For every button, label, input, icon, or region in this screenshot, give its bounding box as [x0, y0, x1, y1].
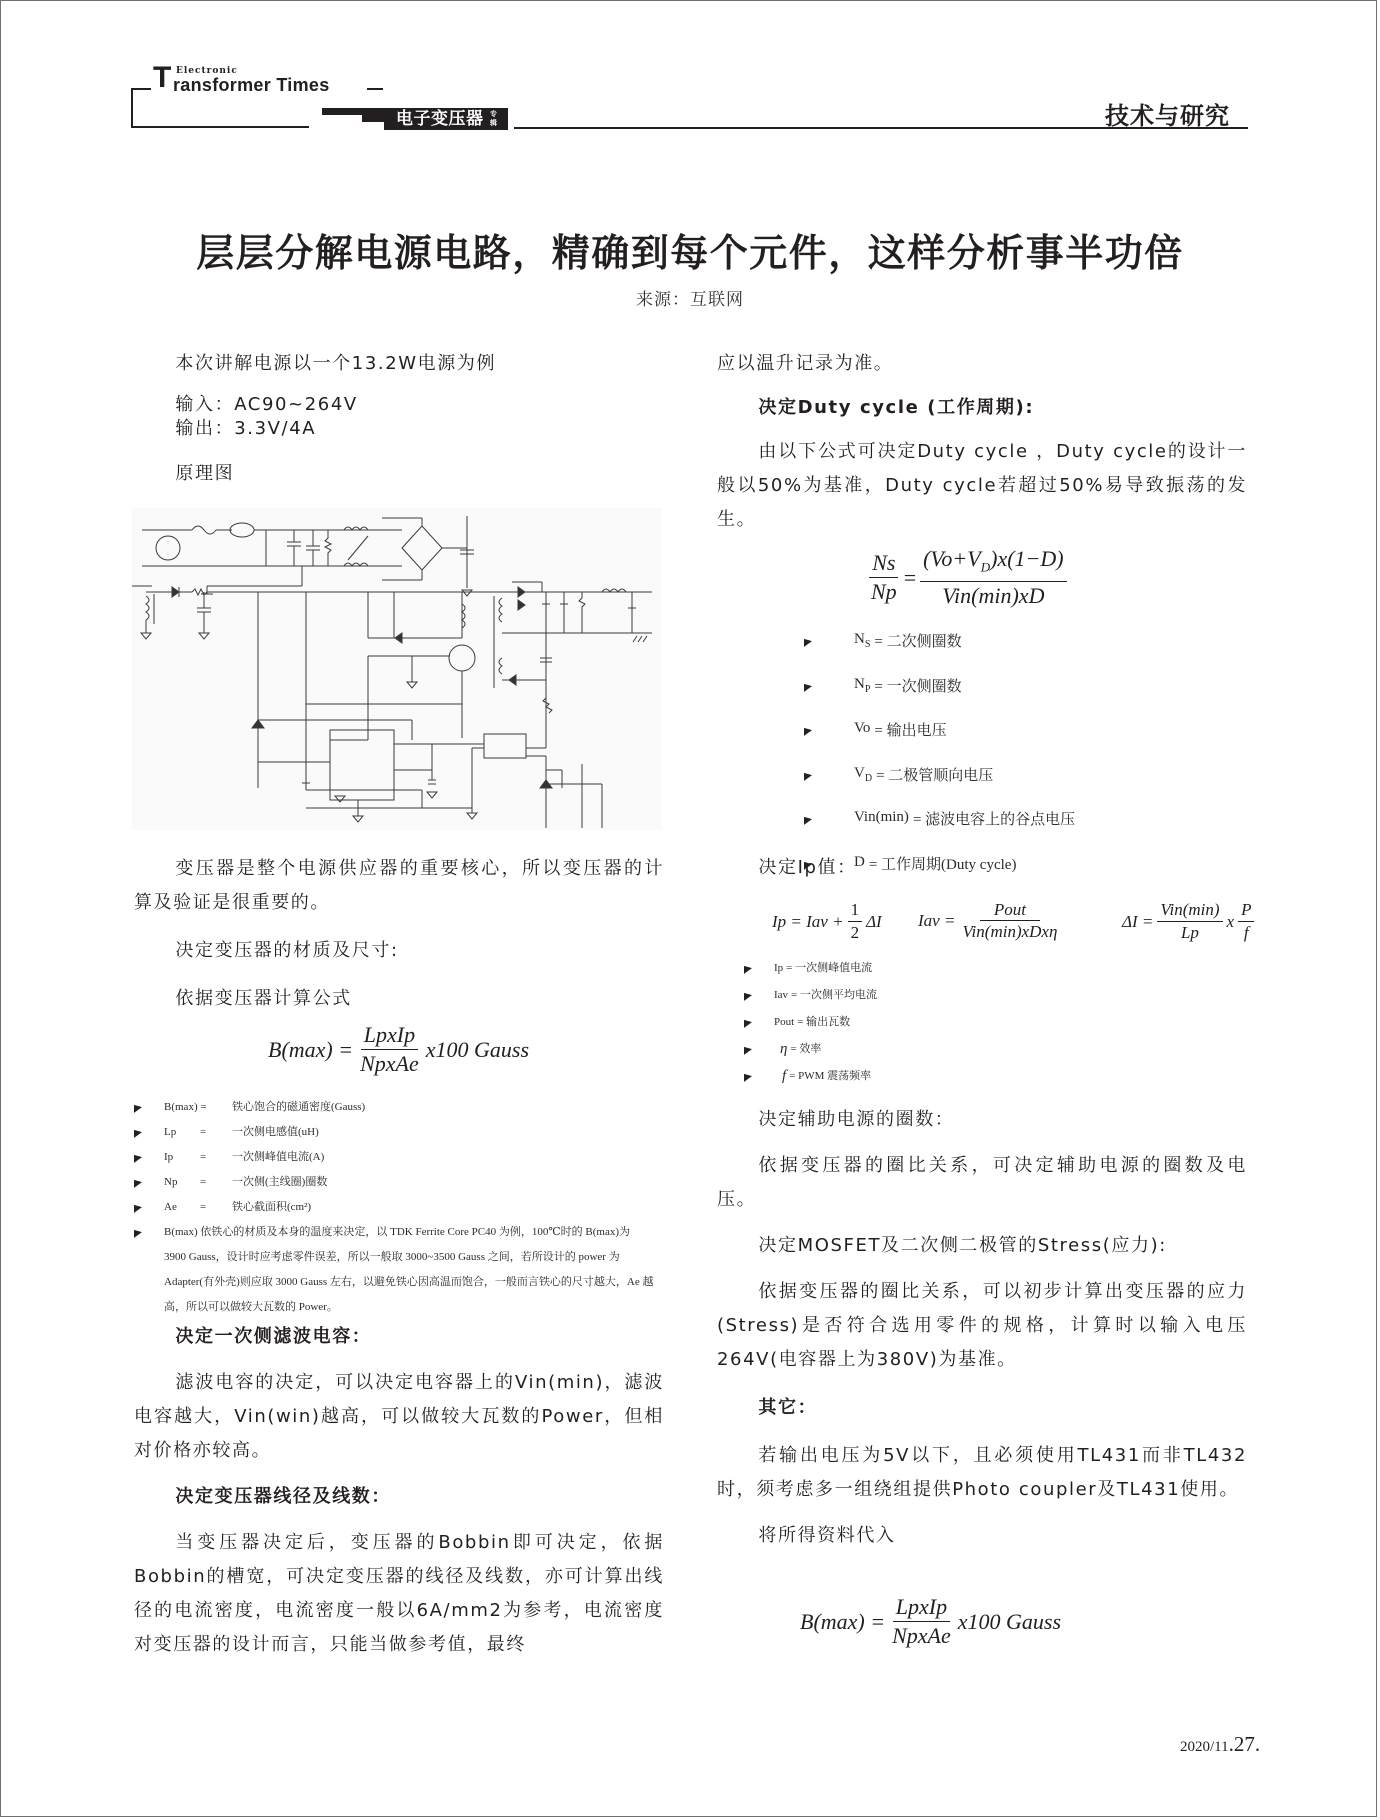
definition-item [804, 709, 1224, 754]
formula-denominator: Vin(min)xDxη [962, 922, 1058, 941]
formula-fraction [920, 546, 1067, 609]
formula-bmax-substituted [800, 1594, 1061, 1649]
definition-equals: = [200, 1151, 207, 1163]
definition-text: 一次侧电感值(uH) [232, 1126, 319, 1138]
formula-denominator: 2 [850, 923, 860, 942]
paragraph-core: 变压器是整个电源供应器的重要核心，所以变压器的计算及验证是很重要的。 [134, 858, 664, 913]
logo-rule [131, 126, 309, 128]
definition-item [134, 1195, 664, 1220]
formula-iav [918, 900, 1064, 942]
paragraph-other: 若输出电压为5V以下，且必须使用TL431而非TL432时，须考虑多一组绕组提供Photo coupler及TL431使用。 [717, 1445, 1247, 1500]
definition-equals: = [200, 1201, 207, 1213]
definition-item [744, 982, 1164, 1009]
formula-fraction [848, 900, 863, 943]
definition-text: = 输出电压 [874, 723, 947, 739]
formula-denominator: Lp [1180, 923, 1199, 942]
arrow-bullet-icon [134, 1103, 142, 1113]
arrow-bullet-icon [804, 771, 812, 781]
formula-subscript: D [980, 559, 991, 575]
formula-denominator: Np [871, 579, 897, 605]
definition-text: 铁心截面积(cm²) [232, 1201, 312, 1213]
definition-symbol [854, 665, 870, 710]
symbol-main: D [854, 853, 865, 870]
arrow-bullet-icon [744, 1072, 752, 1082]
formula-tail: x100 Gauss [425, 1036, 530, 1062]
formula-lhs: Iav = [918, 911, 956, 930]
left-column-bottom [134, 1320, 664, 1662]
symbol-subscript: D [864, 772, 873, 784]
heading-filter-capacitor: 决定一次侧滤波电容： [175, 1326, 372, 1347]
definition-text: 一次侧峰值电流(A) [232, 1151, 325, 1163]
logo-rule [367, 88, 383, 90]
formula-times: x [1226, 911, 1235, 931]
formula-denominator: NpxAe [892, 1623, 951, 1648]
symbol-main: V [854, 764, 865, 781]
paragraph-filter-capacitor: 滤波电容的决定，可以决定电容器上的Vin(min)，滤波电容越大，Vin(win)越高，可以做较大瓦数的Power，但相对价格亦较高。 [134, 1372, 664, 1461]
spec-output: 输出：3.3V/4A [175, 418, 317, 439]
formula-numerator: Pout [980, 900, 1040, 921]
definition-item [744, 1009, 1164, 1036]
definition-symbol [854, 754, 872, 799]
logo-initial: T [153, 61, 172, 94]
definition-text: = 二次侧圈数 [874, 634, 962, 650]
definition-text: = 输出瓦数 [797, 1016, 851, 1028]
logo-special-edition: 专辑 [490, 110, 497, 127]
formula-fraction [1157, 900, 1222, 943]
definition-symbol: Ae [164, 1201, 177, 1213]
formula-intro: 依据变压器计算公式 [175, 988, 352, 1009]
formula-lhs: ΔI = [1122, 911, 1154, 931]
definition-item [804, 665, 1224, 710]
arrow-bullet-icon [804, 726, 812, 736]
definition-symbol [854, 620, 870, 665]
formula-turns-ratio [868, 550, 900, 605]
logo-rule [131, 88, 133, 127]
bmax-definitions [134, 1095, 664, 1320]
formula-lhs: B(max) = [268, 1036, 354, 1062]
heading-ip: 决定Ip值： [758, 857, 857, 878]
article-title: 层层分解电源电路，精确到每个元件，这样分析事半功倍 [196, 231, 1184, 275]
arrow-bullet-icon [134, 1203, 142, 1213]
definition-text: = 效率 [790, 1043, 822, 1055]
arrow-bullet-icon [744, 991, 752, 1001]
arrow-bullet-icon [744, 964, 752, 974]
definition-symbol: Ip [774, 962, 784, 974]
definition-symbol: B(max) = [164, 1101, 207, 1113]
definition-symbol: η [780, 1041, 788, 1057]
definition-text: = 一次侧圈数 [874, 678, 962, 695]
formula-tail: x100 Gauss [957, 1608, 1062, 1634]
page-number: .27. [1228, 1732, 1261, 1756]
definition-item [134, 1145, 664, 1170]
formula-fraction [1238, 900, 1254, 943]
page-footer [1180, 1732, 1260, 1757]
definition-symbol: Pout [774, 1016, 795, 1028]
definition-text: = PWM 震荡频率 [789, 1070, 872, 1082]
formula-numerator: LpxIp [893, 1594, 950, 1622]
logo-chinese-title: 电子变压器 [396, 109, 484, 129]
symbol-main: N [854, 675, 865, 692]
formula-fraction [889, 1594, 954, 1649]
heading-wire-gauge: 决定变压器线径及线数： [175, 1486, 391, 1507]
heading-stress: 决定MOSFET及二次侧二极管的Stress(应力): [758, 1235, 1167, 1256]
logo-electronic: Electronic [176, 66, 238, 76]
arrow-bullet-icon [134, 1228, 142, 1238]
paragraph-intro: 本次讲解电源以一个13.2W电源为例 [175, 353, 497, 374]
formula-fraction [959, 900, 1060, 942]
symbol-main: Vo [854, 720, 871, 736]
arrow-bullet-icon [134, 1128, 142, 1138]
definition-note [134, 1220, 664, 1320]
formula-delta-i [1122, 900, 1258, 943]
paragraph-stress: 依据变压器的圈比关系，可以初步计算出变压器的应力(Stress)是否符合选用零件的规格，计算时以输入电压264V(电容器上为380V)为基准。 [717, 1281, 1247, 1370]
formula-numerator: Vin(min) [1157, 900, 1222, 922]
arrow-bullet-icon [804, 637, 812, 647]
formula-bmax [268, 1022, 529, 1077]
definition-symbol: Ip [164, 1151, 174, 1163]
definition-item [744, 1063, 1164, 1090]
formula-fraction [357, 1022, 422, 1077]
symbol-subscript: S [864, 639, 871, 650]
formula-numerator [920, 546, 1067, 582]
formula-denominator: NpxAe [360, 1051, 419, 1076]
formula-numerator: Ns [869, 550, 898, 578]
arrow-bullet-icon [804, 682, 812, 692]
definition-text: = 工作周期(Duty cycle) [868, 856, 1017, 873]
right-heading-ip [717, 851, 1247, 885]
paragraph-wire-gauge: 当变压器决定后，变压器的Bobbin即可决定，依据Bobbin的槽宽，可决定变压器的线径及线数，亦可计算出线径的电流密度，电流密度一般以6A/mm2为参考，电流密度对变压器的设计而言，只能当做参考值，最终 [134, 1532, 664, 1655]
heading-material: 决定变压器的材质及尺寸: [175, 940, 399, 961]
formula-lhs: B(max) = [800, 1608, 886, 1634]
definition-equals: = [200, 1176, 207, 1188]
definition-text: = 二极管顺向电压 [876, 767, 994, 784]
left-column-top [134, 347, 664, 491]
right-column-bottom [717, 1103, 1247, 1553]
paragraph-aux-winding: 依据变压器的圈比关系，可决定辅助电源的圈数及电压。 [717, 1155, 1247, 1210]
formula-numerator: 1 [848, 900, 863, 922]
formula-equals: = [903, 564, 917, 590]
symbol-main: Vin(min) [854, 809, 909, 825]
paragraph-continuation: 应以温升记录为准。 [717, 353, 894, 374]
definition-item [134, 1170, 664, 1195]
formula-numerator: LpxIp [361, 1022, 418, 1050]
formula-numerator-head: (Vo+V [923, 546, 981, 571]
definition-text: = 一次侧峰值电流 [786, 962, 873, 974]
arrow-bullet-icon [134, 1153, 142, 1163]
definition-note-text: B(max) 依铁心的材质及本身的温度来决定，以 TDK Ferrite Core PC40 为例，100℃时的 B(max)为 3900 Gauss，设计时应考虑零件误差，所以一般取 3000~3500 Gauss 之间，若所设计的 power 为 Adapter(有外壳)则应取 3000 Gauss 左右，以避免铁心因高温而饱合，一般而言铁心的尺寸越大，Ae 越高，所以可以做较大瓦数的 Power。 [164, 1226, 654, 1313]
duty-definitions [804, 620, 1224, 887]
definition-item [134, 1120, 664, 1145]
definition-symbol [854, 798, 909, 843]
ip-definitions [744, 955, 1164, 1090]
definition-item [804, 754, 1224, 799]
paragraph-substitute: 将所得资料代入 [758, 1525, 896, 1546]
definition-item [744, 955, 1164, 982]
logo-title: ransformer Times [173, 75, 330, 95]
definition-text: = 一次侧平均电流 [791, 989, 877, 1001]
definition-item [744, 1036, 1164, 1063]
heading-other: 其它： [758, 1397, 818, 1418]
definition-symbol [854, 709, 870, 754]
issue-date: 2020/11 [1180, 1739, 1229, 1755]
definition-item [804, 798, 1224, 843]
definition-item [134, 1095, 664, 1120]
right-column-top [717, 347, 1247, 537]
formula-ip [772, 900, 882, 943]
definition-item [804, 620, 1224, 665]
section-label: 技术与研究 [1105, 102, 1230, 130]
formula-numerator-tail: )x(1−D) [990, 546, 1064, 571]
formula-lhs: Ip = Iav + [772, 911, 844, 931]
definition-text: 一次侧(主线圈)圈数 [232, 1176, 328, 1188]
definition-symbol: Np [164, 1176, 178, 1188]
formula-tail: ΔI [866, 911, 882, 931]
symbol-subscript: P [864, 683, 871, 695]
formula-duty-cycle [864, 546, 1071, 609]
arrow-bullet-icon [744, 1045, 752, 1055]
arrow-bullet-icon [134, 1178, 142, 1188]
formula-denominator: f [1243, 923, 1249, 942]
definition-symbol: Lp [164, 1126, 177, 1138]
symbol-main: N [854, 631, 865, 647]
logo-rule [131, 88, 151, 90]
definition-symbol: Iav [774, 989, 789, 1001]
schematic-caption: 原理图 [175, 463, 235, 484]
definition-text: 铁心饱合的磁通密度(Gauss) [232, 1101, 366, 1113]
heading-aux-winding: 决定辅助电源的圈数： [758, 1109, 955, 1130]
arrow-bullet-icon [804, 815, 812, 825]
formula-denominator: Vin(min)xD [942, 583, 1045, 609]
left-column-middle [134, 852, 664, 1016]
definition-text: = 滤波电容上的谷点电压 [912, 812, 1076, 828]
heading-duty-cycle: 决定Duty cycle (工作周期): [758, 397, 1035, 418]
arrow-bullet-icon [744, 1018, 752, 1028]
definition-equals: = [200, 1126, 207, 1138]
definition-symbol: f [782, 1068, 787, 1084]
spec-input: 输入：AC90~264V [175, 394, 358, 415]
paragraph-duty-cycle: 由以下公式可决定Duty cycle ，Duty cycle的设计一般以50%为基准，Duty cycle若超过50%易导致振荡的发生。 [717, 441, 1247, 530]
article-source: 来源：互联网 [636, 290, 744, 310]
schematic-diagram [132, 508, 662, 830]
formula-numerator: P [1238, 900, 1254, 922]
